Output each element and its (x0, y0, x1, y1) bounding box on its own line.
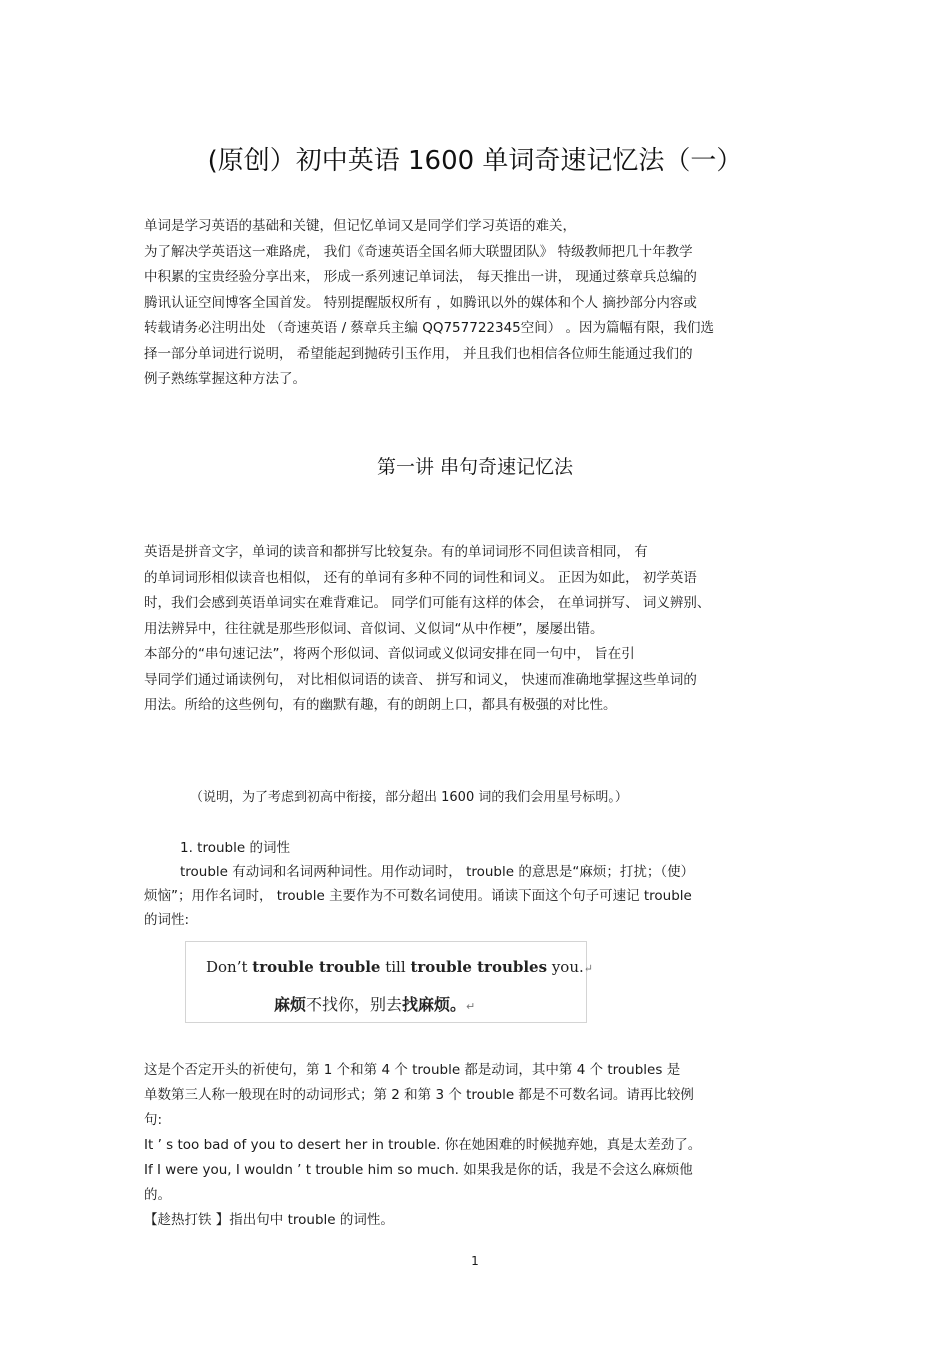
explanation-note: （说明，为了考虑到初高中衔接，部分超出 1600 词的我们会用星号标明。） (190, 790, 628, 805)
after-line: If I were you, I wouldn ’ t trouble him so much. 如果我是你的话，我是不会这么麻烦他 (144, 1162, 693, 1178)
method-description (144, 540, 809, 719)
after-line: 这是个否定开头的祈使句，第 1 个和第 4 个 trouble 都是动词，其中第 4 个 troubles 是 (144, 1062, 681, 1078)
example-text: 不找你，别去 (306, 995, 403, 1014)
body-line: 导同学们通过诵读例句， 对比相似词语的读音、 拼写和词义， 快速而准确地掌握这些单词的 (144, 671, 697, 688)
after-line: 单数第三人称一般现在时的动词形式；第 2 和第 3 个 trouble 都是不可数名词。请再比较例 (144, 1087, 694, 1103)
word-section-trouble (144, 836, 809, 932)
example-text: you. (547, 958, 584, 976)
word-heading: 1. trouble 的词性 (180, 840, 290, 856)
intro-line: 转载请务必注明出处 （奇速英语 / 蔡章兵主编 QQ757722345空间） 。因为篇幅有限，我们选 (144, 320, 715, 336)
body-line: 英语是拼音文字，单词的读音和都拼写比较复杂。有的单词词形不同但读音相同， 有 (144, 544, 648, 560)
intro-line: 为了解决学英语这一难路虎， 我们《奇速英语全国名师大联盟团队》 特级教师把几十年教学 (144, 243, 693, 260)
intro-line: 择一部分单词进行说明， 希望能起到抛砖引玉作用， 并且我们也相信各位师生能通过我们的 (144, 345, 693, 362)
section-heading: 第一讲 串句奇速记忆法 (376, 456, 574, 478)
example-english (206, 958, 593, 976)
intro-line: 例子熟练掌握这种方法了。 (144, 371, 306, 387)
after-line: 【趁热打铁 】指出句中 trouble 的词性。 (144, 1212, 394, 1228)
example-bold-text: trouble trouble (252, 958, 381, 976)
page-number: 1 (471, 1254, 479, 1268)
body-line: 时，我们会感到英语单词实在难背难记。 同学们可能有这样的体会， 在单词拼写、 词义辨别、 (144, 595, 711, 611)
return-mark-icon: ↵ (466, 1000, 476, 1013)
body-line: 用法。所给的这些例句，有的幽默有趣，有的朗朗上口，都具有极强的对比性。 (144, 697, 617, 713)
explanation-paragraph (144, 1058, 809, 1233)
after-line: 的。 (144, 1187, 171, 1203)
word-line: 烦恼”；用作名词时， trouble 主要作为不可数名词使用。诵读下面这个句子可速记 trouble (144, 888, 692, 904)
return-mark-icon: ↵ (583, 962, 593, 975)
word-line: 的词性: (144, 912, 190, 928)
word-line: trouble 有动词和名词两种词性。用作动词时， trouble 的意思是“麻烦；打扰；（使） (180, 864, 695, 880)
after-line: It ’ s too bad of you to desert her in trouble. 你在她困难的时候抛弃她，真是太差劲了。 (144, 1137, 702, 1153)
after-line: 句: (144, 1112, 163, 1128)
body-line: 用法辨异中，往往就是那些形似词、音似词、义似词“从中作梗”，屡屡出错。 (144, 620, 604, 637)
intro-line: 中积累的宝贵经验分享出来， 形成一系列速记单词法， 每天推出一讲， 现通过蔡章兵总编的 (144, 269, 697, 285)
example-bold-text: trouble troubles (410, 958, 548, 976)
example-bold-text: 麻烦 (274, 995, 307, 1014)
document-title: (原创）初中英语 1600 单词奇速记忆法（一） (207, 146, 743, 176)
example-chinese (274, 992, 475, 1015)
intro-paragraph (144, 214, 804, 393)
body-line: 本部分的“串句速记法”，将两个形似词、音似词或义似词安排在同一句中， 旨在引 (144, 646, 635, 662)
example-sentence-image (185, 941, 593, 1023)
intro-line: 腾讯认证空间博客全国首发。 特别提醒版权所有 ，如腾讯以外的媒体和个人 摘抄部分内容或 (144, 294, 697, 311)
example-bold-text: 找麻烦。 (402, 995, 467, 1014)
example-text: Don’t (206, 958, 253, 976)
intro-line: 单词是学习英语的基础和关键，但记忆单词又是同学们学习英语的难关， (144, 218, 576, 234)
example-text: till (380, 958, 411, 976)
body-line: 的单词词形相似读音也相似， 还有的单词有多种不同的词性和词义。 正因为如此， 初学英语 (144, 569, 697, 586)
